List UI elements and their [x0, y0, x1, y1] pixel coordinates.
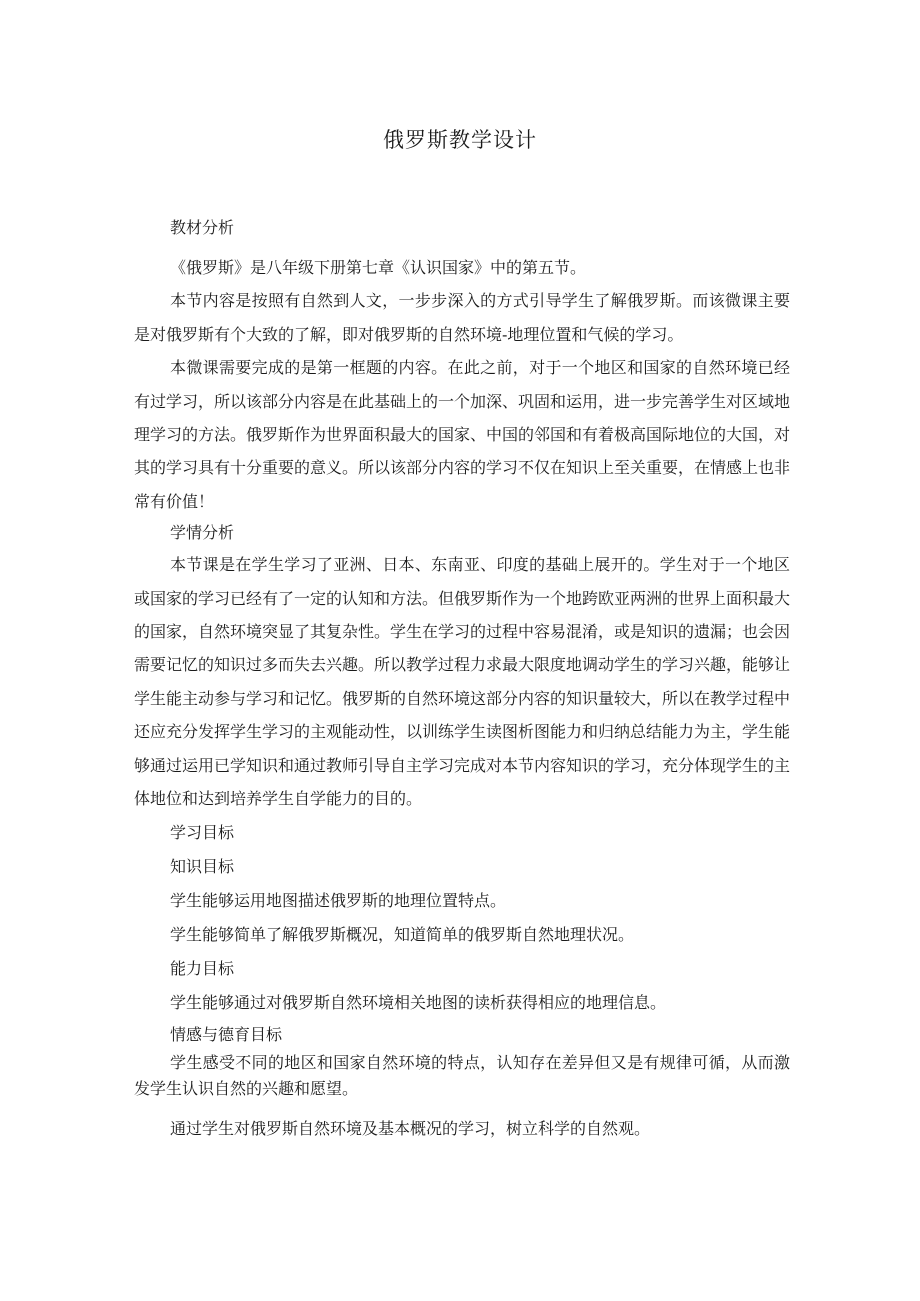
heading-knowledge-goals: 知识目标: [170, 856, 235, 876]
goal-item: 学生能够运用地图描述俄罗斯的地理位置特点。: [170, 890, 507, 910]
document-body: [134, 213, 790, 1145]
paragraph: 《俄罗斯》是八年级下册第七章《认识国家》中的第五节。: [170, 258, 587, 277]
heading-emotion-goals: 情感与德育目标: [170, 1024, 283, 1044]
paragraph: 学生感受不同的地区和国家自然环境的特点，认知存在差异但又是有规律可循，从而激发学生认识自然的兴趣和愿望。: [134, 1052, 790, 1098]
heading-learning-goals: 学习目标: [170, 822, 235, 842]
heading-student-analysis: 学情分析: [170, 523, 235, 543]
paragraph: 本微课需要完成的是第一框题的内容。在此之前，对于一个地区和国家的自然环境已经有过学习，所以该部分内容是在此基础上的一个加深、巩固和运用，进一步完善学生对区域地理学习的方法。俄罗斯作为世界面积最大的国家、中国的邻国和有着极高国际地位的大国，对其的学习具有十分重要的意义。所以该部分内容的学习不仅在知识上至关重要，在情感上也非常有价值！: [134, 358, 791, 511]
document-title: 俄罗斯教学设计: [383, 128, 537, 152]
paragraph: 本节内容是按照有自然到人文，一步步深入的方式引导学生了解俄罗斯。而该微课主要是对俄罗斯有个大致的了解，即对俄罗斯的自然环境-地理位置和气候的学习。: [134, 291, 790, 344]
paragraph: 本节课是在学生学习了亚洲、日本、东南亚、印度的基础上展开的。学生对于一个地区或国家的学习已经有了一定的认知和方法。但俄罗斯作为一个地跨欧亚两洲的世界上面积最大的国家，自然环境突显了其复杂性。学生在学习的过程中容易混淆，或是知识的遗漏；也会因需要记忆的知识过多而失去兴趣。所以教学过程力求最大限度地调动学生的学习兴趣，能够让学生能主动参与学习和记忆。俄罗斯的自然环境这部分内容的知识量较大，所以在教学过程中还应充分发挥学生学习的主观能动性，以训练学生读图析图能力和归纳总结能力为主，学生能够通过运用已学知识和通过教师引导自主学习完成对本节内容知识的学习，充分体现学生的主体地位和达到培养学生自学能力的目的。: [134, 555, 791, 809]
heading-ability-goals: 能力目标: [170, 958, 235, 978]
paragraph: 通过学生对俄罗斯自然环境及基本概况的学习，树立科学的自然观。: [170, 1118, 651, 1138]
goal-item: 学生能够简单了解俄罗斯概况，知道简单的俄罗斯自然地理状况。: [170, 924, 635, 944]
heading-material-analysis: 教材分析: [170, 218, 235, 237]
goal-item: 学生能够通过对俄罗斯自然环境相关地图的读析获得相应的地理信息。: [170, 992, 667, 1012]
